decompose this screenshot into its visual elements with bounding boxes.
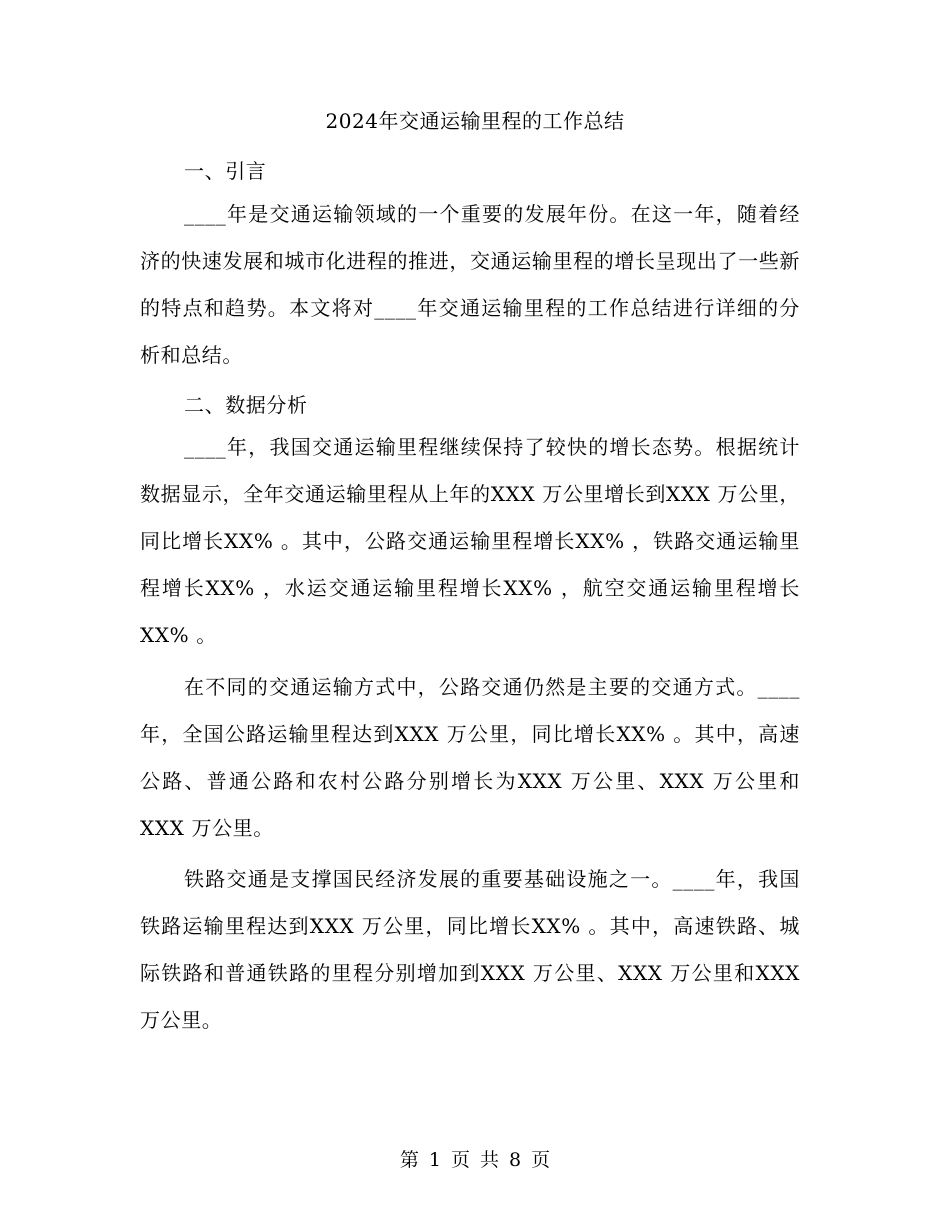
data-analysis-paragraph-overall <box>140 424 800 659</box>
paragraph-text: ____年，我国交通运输里程继续保持了较快的增长态势。根据统计数据显示，全年交通运输里程从上年的XXX 万公里增长到XXX 万公里，同比增长XX% 。其中，公路交通运输里程增长XX% ，铁路交通运输里程增长XX% ，水运交通运输里程增长XX% ，航空交通运输里程增长XX% 。 <box>140 435 800 647</box>
paragraph-text: ____年是交通运输领域的一个重要的发展年份。在这一年，随着经济的快速发展和城市化进程的推进，交通运输里程的增长呈现出了一些新的特点和趋势。本文将对____年交通运输里程的工作总结进行详细的分析和总结。 <box>140 202 800 367</box>
section-heading-data-analysis <box>140 382 800 429</box>
section-heading-introduction <box>140 148 800 195</box>
paragraph-text: 铁路交通是支撑国民经济发展的重要基础设施之一。____年，我国铁路运输里程达到XXX 万公里，同比增长XX% 。其中，高速铁路、城际铁路和普通铁路的里程分别增加到XXX 万公里、XXX 万公里和XXX 万公里。 <box>140 867 800 1032</box>
introduction-paragraph <box>140 191 800 379</box>
section-heading-label: 二、数据分析 <box>184 393 308 417</box>
data-analysis-paragraph-highway <box>140 664 800 852</box>
paragraph-text: 在不同的交通运输方式中，公路交通仍然是主要的交通方式。____年，全国公路运输里程达到XXX 万公里，同比增长XX% 。其中，高速公路、普通公路和农村公路分别增长为XXX 万公里、XXX 万公里和XXX 万公里。 <box>140 675 800 840</box>
page-number-footer: 第 1 页 共 8 页 <box>399 1149 551 1171</box>
data-analysis-paragraph-railway <box>140 856 800 1044</box>
section-heading-label: 一、引言 <box>184 159 267 183</box>
document-title: 2024年交通运输里程的工作总结 <box>325 109 625 133</box>
